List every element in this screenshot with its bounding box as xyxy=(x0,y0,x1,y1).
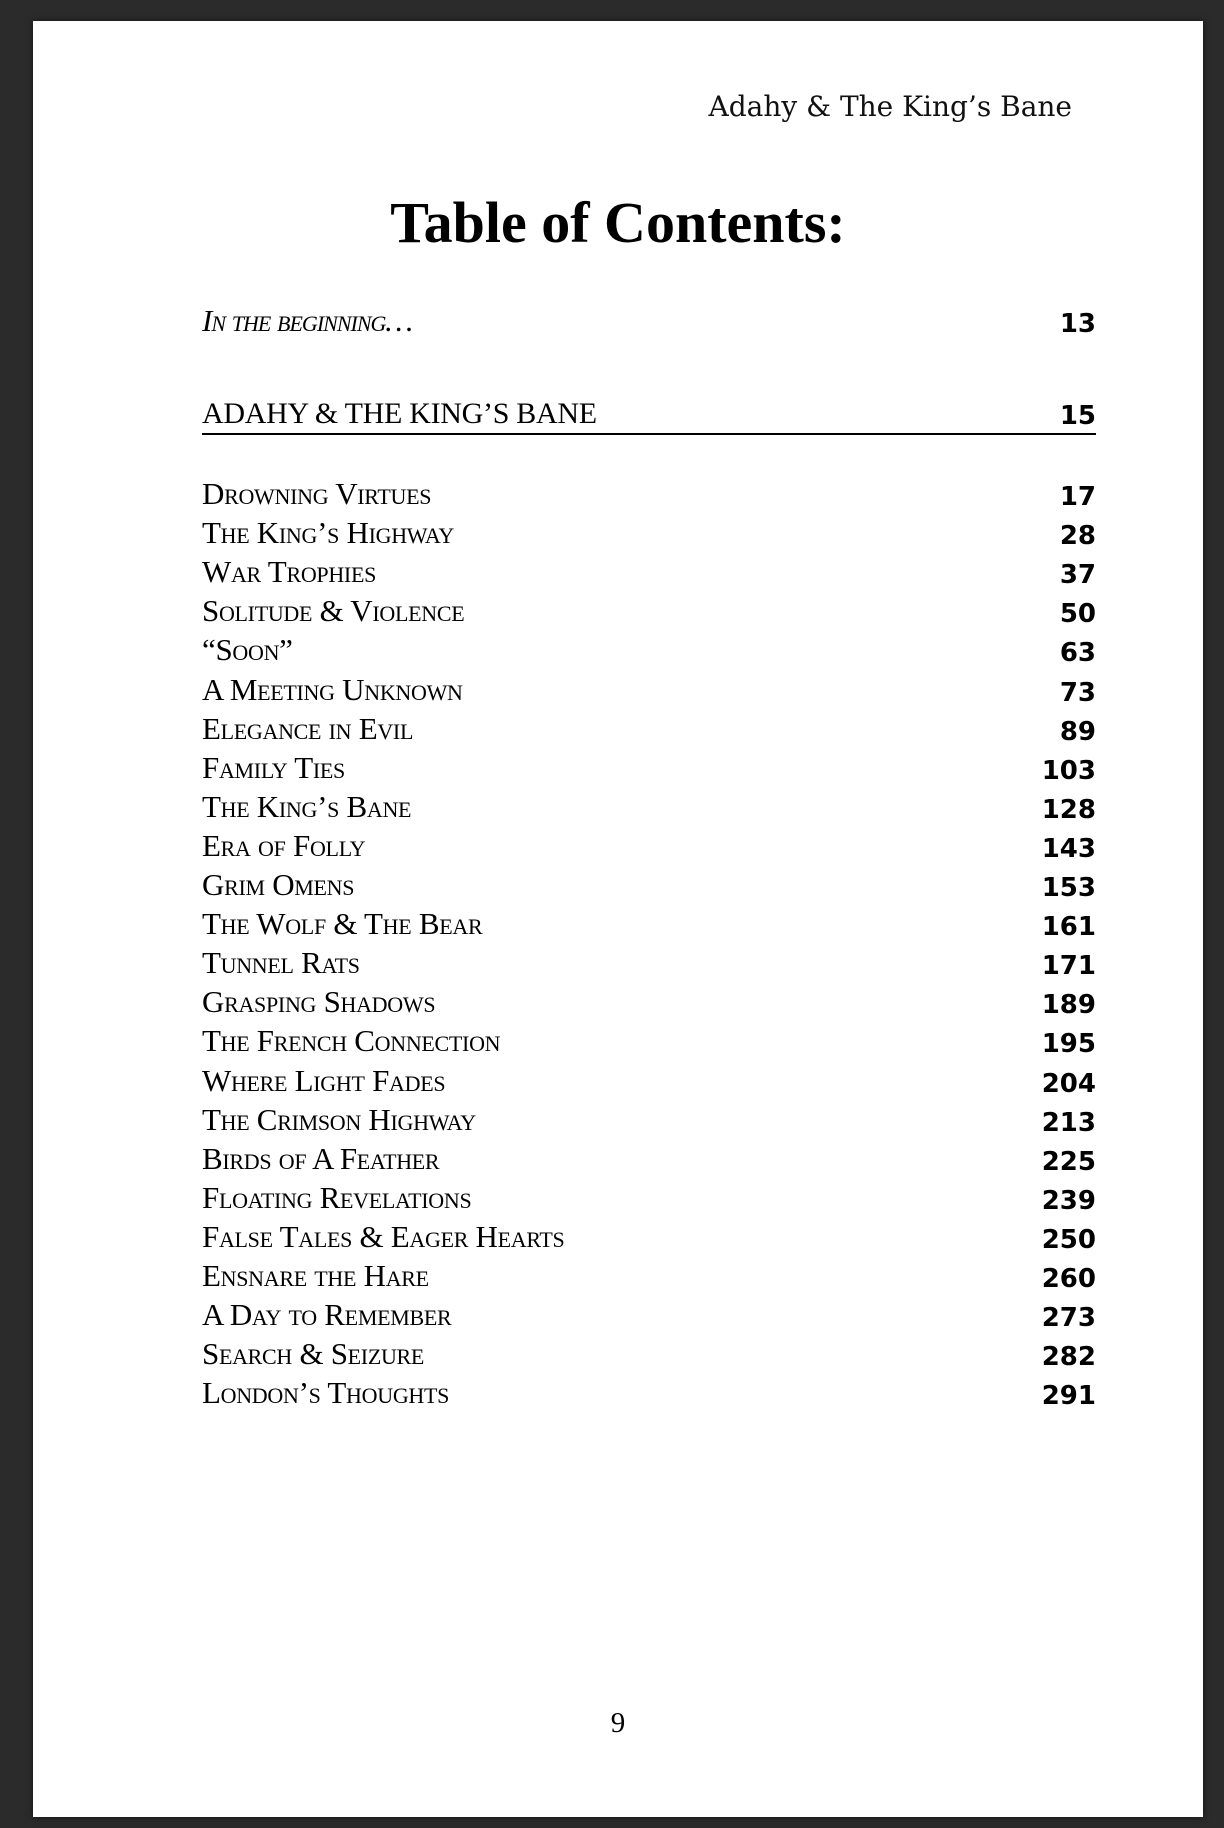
toc-entry-page: 89 xyxy=(1059,716,1096,747)
toc-entry-title: London’s Thoughts xyxy=(202,1375,450,1411)
toc-entry-title: Drowning Virtues xyxy=(202,476,432,511)
toc-entry-title: Ensnare the Hare xyxy=(202,1258,429,1293)
toc-entry-page: 189 xyxy=(1041,990,1096,1021)
toc-entry-page: 128 xyxy=(1041,794,1096,825)
toc-chapter-row xyxy=(202,1258,1096,1298)
toc-entry-title: In the beginning… xyxy=(202,303,412,338)
toc-entry-title: The French Connection xyxy=(202,1023,501,1059)
toc-chapter-row xyxy=(202,1023,1096,1063)
toc-chapter-row xyxy=(202,711,1096,751)
toc-entry-page: 15 xyxy=(1059,401,1096,431)
toc-entry-page: 13 xyxy=(1059,309,1096,339)
toc-prologue xyxy=(202,303,1096,343)
toc-chapter-row xyxy=(202,1102,1096,1142)
toc-entry-title: Search & Seizure xyxy=(202,1336,425,1372)
toc-entry-page: 250 xyxy=(1041,1224,1096,1255)
toc-entry-page: 28 xyxy=(1059,521,1096,552)
toc-entry-title: Grasping Shadows xyxy=(202,984,436,1020)
page-title: Table of Contents: xyxy=(390,190,846,255)
toc-chapter-row xyxy=(202,672,1096,712)
toc-entry-title: Era of Folly xyxy=(202,827,366,863)
toc-entry-page: 103 xyxy=(1041,755,1096,786)
toc-chapter-row xyxy=(202,750,1096,790)
toc-entry-title: Floating Revelations xyxy=(202,1179,472,1215)
toc-entry-page: 17 xyxy=(1059,482,1096,512)
toc-entry-page: 143 xyxy=(1041,833,1096,864)
toc-entry-page: 282 xyxy=(1041,1342,1096,1373)
toc-entry-page: 50 xyxy=(1059,599,1096,630)
toc-entry-title: The King’s Bane xyxy=(202,788,412,824)
toc-entry-page: 239 xyxy=(1041,1185,1096,1216)
toc-chapter-row xyxy=(202,554,1096,594)
book-page xyxy=(33,21,1203,1817)
toc-chapter-row xyxy=(202,1141,1096,1181)
toc-entry-title: Grim Omens xyxy=(202,867,355,902)
toc-chapter-row xyxy=(202,789,1096,829)
toc-entry-page: 213 xyxy=(1041,1107,1096,1138)
toc-entry-page: 37 xyxy=(1059,560,1096,591)
toc-chapter-row xyxy=(202,1063,1096,1103)
toc-chapter-row xyxy=(202,1336,1096,1376)
toc-entry-page: 225 xyxy=(1041,1146,1096,1177)
toc-chapter-row xyxy=(202,984,1096,1024)
toc-entry-page: 273 xyxy=(1041,1303,1096,1334)
page-number: 9 xyxy=(610,1707,626,1739)
toc-entry-title: Where Light Fades xyxy=(202,1062,446,1098)
toc-chapter-row xyxy=(202,515,1096,555)
toc-entry-page: 195 xyxy=(1041,1029,1096,1060)
toc-entry-title: ADAHY & THE KING’S BANE xyxy=(202,397,597,430)
toc-entry-title: Family Ties xyxy=(202,749,345,785)
toc-entry-title: The Wolf & The Bear xyxy=(202,906,483,942)
toc-entry-title: Tunnel Rats xyxy=(202,945,360,981)
toc-entry-page: 73 xyxy=(1059,677,1096,708)
toc-chapter-row xyxy=(202,828,1096,868)
toc-entry-page: 161 xyxy=(1041,912,1096,943)
toc-entry-title: War Trophies xyxy=(202,554,377,590)
toc-entry-page: 171 xyxy=(1041,951,1096,982)
toc-chapter-row xyxy=(202,945,1096,985)
toc-entry-page: 153 xyxy=(1041,873,1096,903)
toc-chapter-row xyxy=(202,593,1096,633)
toc-entry-title: The Crimson Highway xyxy=(202,1101,476,1137)
toc-entry-title: Solitude & Violence xyxy=(202,593,465,629)
toc-chapter-row xyxy=(202,906,1096,946)
toc-entry-title: “Soon” xyxy=(202,632,293,668)
toc-entry-title: A Day to Remember xyxy=(202,1297,452,1333)
toc-entry-title: A Meeting Unknown xyxy=(202,671,463,707)
toc-chapter-row xyxy=(202,632,1096,672)
toc-entry-page: 204 xyxy=(1041,1068,1096,1099)
toc-chapter-row xyxy=(202,1180,1096,1220)
toc-chapter-row xyxy=(202,1219,1096,1259)
toc-chapter-row xyxy=(202,867,1096,907)
running-head: Adahy & The King’s Bane xyxy=(708,90,1072,123)
toc-entry-title: Elegance in Evil xyxy=(202,710,414,746)
toc-entry-page: 291 xyxy=(1041,1381,1096,1412)
toc-entry-page: 260 xyxy=(1041,1264,1096,1294)
toc-chapter-row xyxy=(202,476,1096,516)
toc-entry-page: 63 xyxy=(1059,638,1096,669)
toc-entry-title: Birds of A Feather xyxy=(202,1140,440,1176)
toc-part-heading xyxy=(202,393,1096,435)
toc-chapter-row xyxy=(202,1375,1096,1415)
toc-entry-title: The King’s Highway xyxy=(202,515,454,551)
toc-chapter-row xyxy=(202,1297,1096,1337)
toc-entry-title: False Tales & Eager Hearts xyxy=(202,1218,565,1254)
